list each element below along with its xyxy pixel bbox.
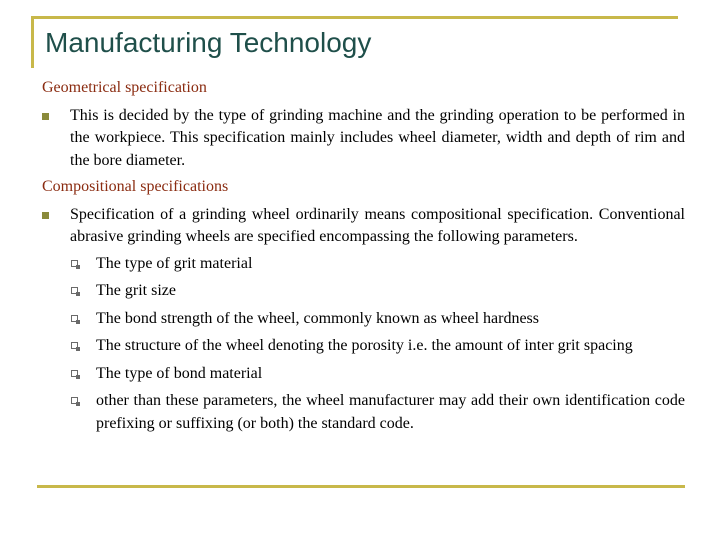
- sub-item: [42, 363, 685, 386]
- checkbox-bullet-icon: [71, 287, 78, 294]
- bullet-item: [42, 105, 685, 173]
- sub-item: [42, 335, 685, 358]
- sub-item-text: The type of bond material: [96, 364, 263, 382]
- frame-left-line: [31, 16, 34, 68]
- square-bullet-icon: [42, 212, 49, 219]
- sub-item: [42, 390, 685, 435]
- checkbox-bullet-icon: [71, 315, 78, 322]
- bullet-text: This is decided by the type of grinding machine and the grinding operation to be performed in the workpiece. This specification mainly includes wheel diameter, width and depth of rim and the bore diameter.: [70, 106, 685, 169]
- frame-bottom-line: [37, 485, 685, 488]
- checkbox-bullet-icon: [71, 397, 78, 404]
- section-heading-geometrical: Geometrical specification: [42, 79, 207, 96]
- checkbox-bullet-icon: [71, 260, 78, 267]
- sub-item-text: The grit size: [96, 282, 176, 299]
- square-bullet-icon: [42, 113, 49, 120]
- sub-item-text: The structure of the wheel denoting the porosity i.e. the amount of inter grit spacing: [96, 337, 633, 354]
- sub-item-text: The type of grit material: [96, 254, 253, 272]
- sub-item-text: other than these parameters, the wheel manufacturer may add their own identification code prefixing or suffixing (or both) the standard code.: [96, 392, 685, 432]
- bullet-item: [42, 204, 685, 249]
- sub-item: [42, 253, 685, 276]
- checkbox-bullet-icon: [71, 370, 78, 377]
- section-heading-compositional: Compositional specifications: [42, 178, 229, 195]
- bullet-text: Specification of a grinding wheel ordinarily means compositional specification. Conventional abrasive grinding wheels are specified encompassing the following parameters.: [70, 205, 685, 245]
- frame-top-line: [31, 16, 678, 19]
- slide-title: Manufacturing Technology: [45, 27, 372, 58]
- sub-item: [42, 308, 685, 331]
- sub-item-text: The bond strength of the wheel, commonly known as wheel hardness: [96, 309, 540, 327]
- sub-item-list: [42, 253, 685, 436]
- slide-content: [42, 77, 685, 440]
- checkbox-bullet-icon: [71, 342, 78, 349]
- sub-item: [42, 280, 685, 303]
